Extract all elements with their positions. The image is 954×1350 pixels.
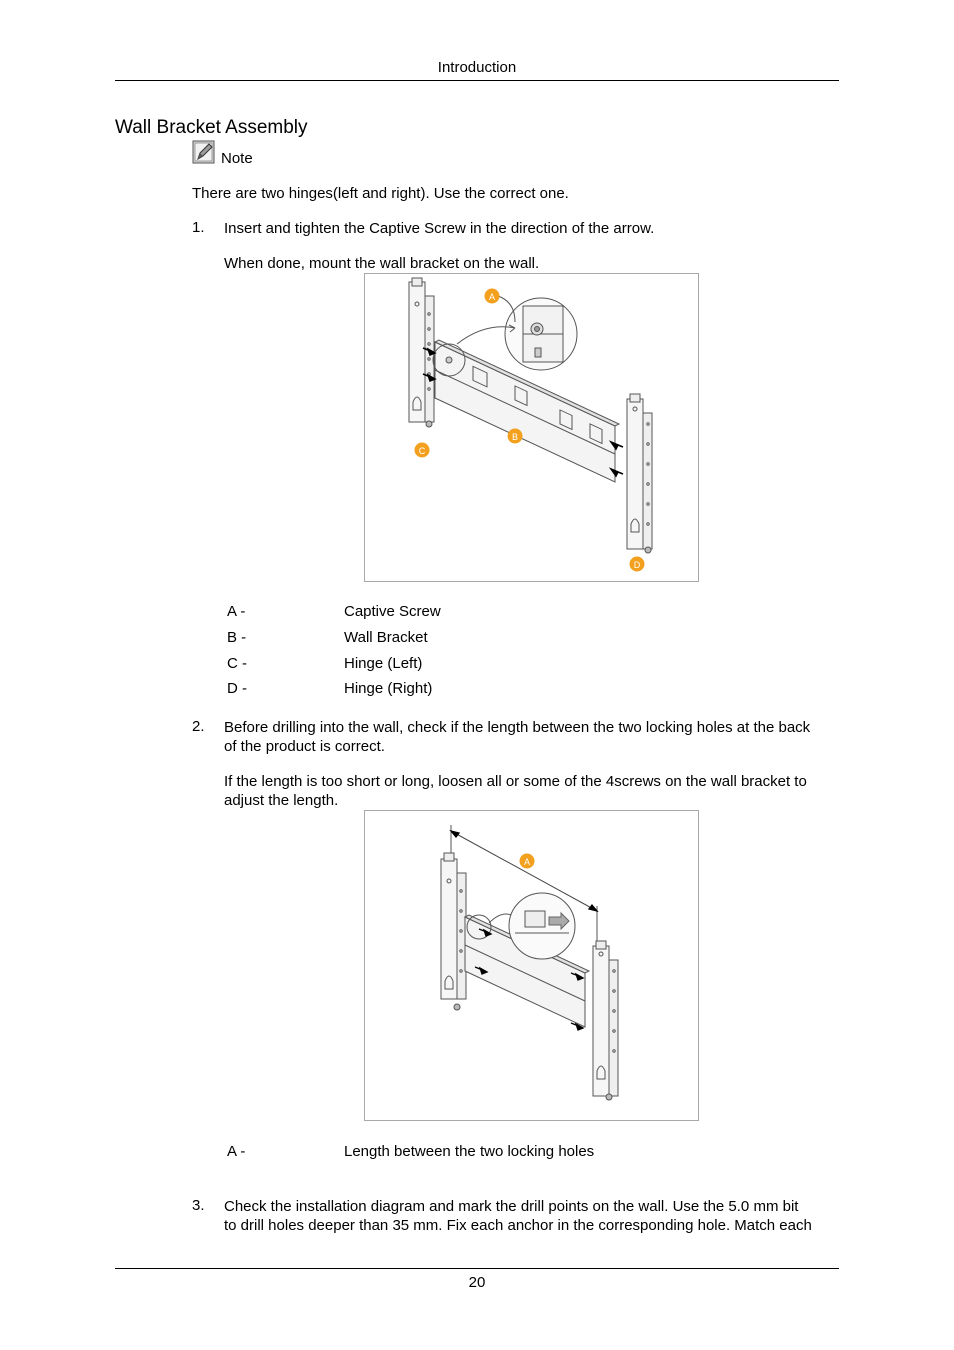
step-1-subtext: When done, mount the wall bracket on the wall. bbox=[224, 255, 540, 272]
section-title: Wall Bracket Assembly bbox=[115, 117, 308, 138]
note-label: Note bbox=[221, 150, 253, 167]
header-rule bbox=[115, 80, 839, 81]
legend-2-value-a: Length between the two locking holes bbox=[344, 1143, 595, 1160]
legend-value-d: Hinge (Right) bbox=[344, 680, 433, 697]
label-a-text: A bbox=[488, 292, 496, 302]
figure-bracket-assembly bbox=[364, 273, 699, 582]
label-d-text: D bbox=[633, 560, 641, 570]
legend-key-b: B - bbox=[227, 629, 247, 646]
label-c-text: C bbox=[418, 446, 426, 456]
legend-key-a: A - bbox=[227, 603, 246, 620]
figure-locking-hole-length bbox=[364, 810, 699, 1121]
footer-rule bbox=[115, 1268, 839, 1269]
legend-2-key-a: A - bbox=[227, 1143, 246, 1160]
legend-key-d: D - bbox=[227, 680, 247, 697]
legend-value-b: Wall Bracket bbox=[344, 629, 428, 646]
page-number: 20 bbox=[468, 1274, 486, 1291]
step-3-number: 3. bbox=[192, 1197, 205, 1214]
page-header-title: Introduction bbox=[437, 59, 517, 76]
label-a-text-2: A bbox=[523, 857, 531, 867]
step-1-text: Insert and tighten the Captive Screw in the direction of the arrow. bbox=[224, 220, 655, 237]
step-2-text-line-2: of the product is correct. bbox=[224, 738, 385, 755]
label-b-text: B bbox=[511, 432, 519, 442]
step-2-subtext-line-1: If the length is too short or long, loosen all or some of the 4screws on the wall bracket to bbox=[224, 773, 807, 790]
step-3-text-line-1: Check the installation diagram and mark the drill points on the wall. Use the 5.0 mm bit bbox=[224, 1198, 799, 1215]
legend-key-c: C - bbox=[227, 655, 247, 672]
legend-value-c: Hinge (Left) bbox=[344, 655, 423, 672]
note-pencil-icon bbox=[192, 140, 216, 164]
note-text: There are two hinges(left and right). Use the correct one. bbox=[192, 185, 569, 202]
figure-2-labels bbox=[520, 854, 535, 869]
legend-value-a: Captive Screw bbox=[344, 603, 441, 620]
step-1-number: 1. bbox=[192, 219, 205, 236]
step-2-number: 2. bbox=[192, 718, 205, 735]
step-2-text-line-1: Before drilling into the wall, check if the length between the two locking holes at the back bbox=[224, 719, 811, 736]
step-2-subtext-line-2: adjust the length. bbox=[224, 792, 339, 809]
step-3-text-line-2: to drill holes deeper than 35 mm. Fix each anchor in the corresponding hole. Match each bbox=[224, 1217, 812, 1234]
